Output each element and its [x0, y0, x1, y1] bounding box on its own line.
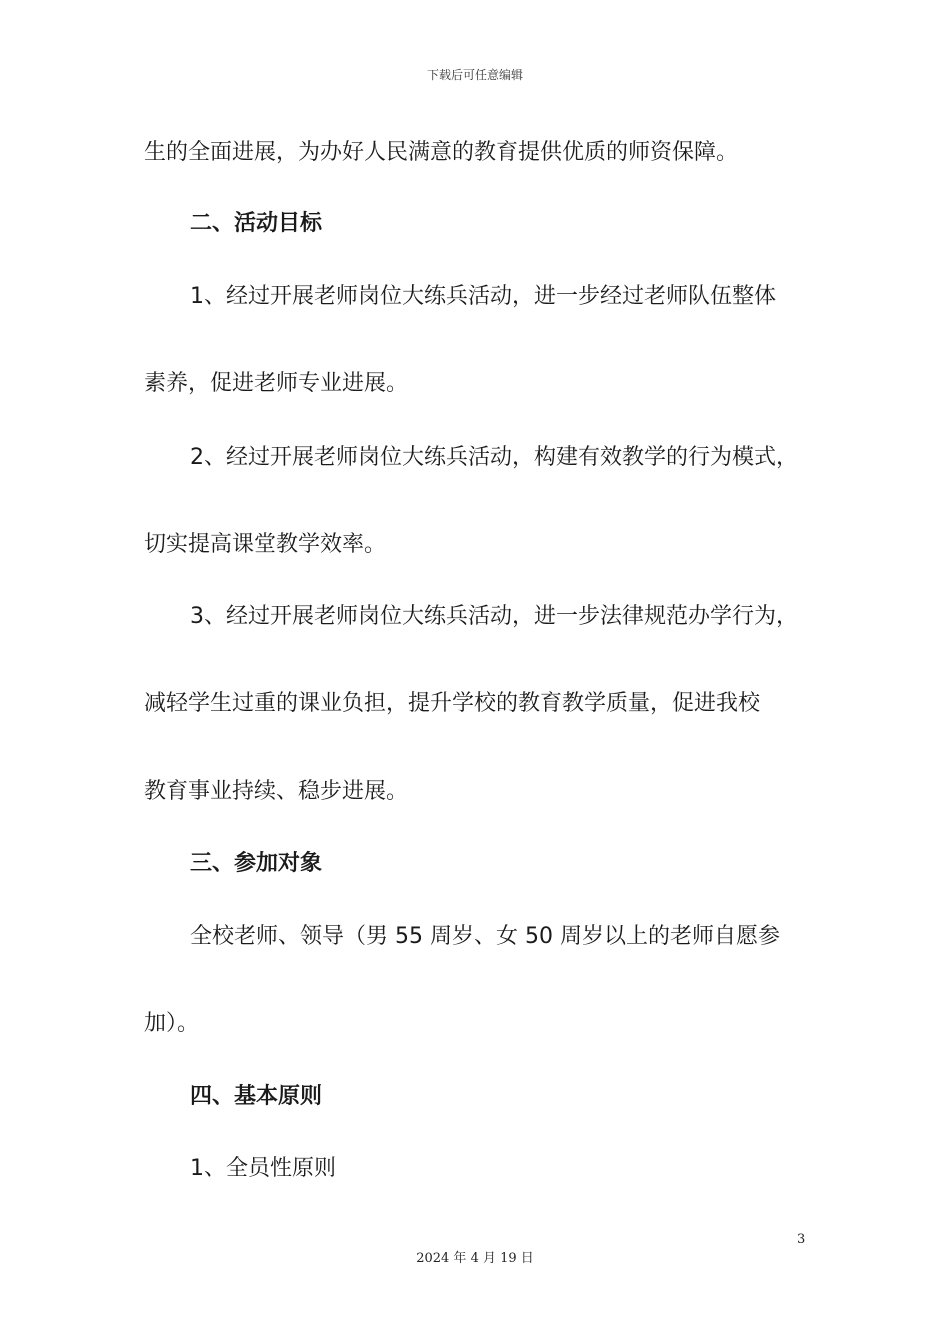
goal-3-line-3: 教育事业持续、稳步进展。 [144, 779, 409, 804]
page-number: 3 [797, 1232, 806, 1247]
body-line-continuation: 生的全面进展，为办好人民满意的教育提供优质的师资保障。 [144, 140, 739, 165]
goal-3-line-2: 减轻学生过重的课业负担，提升学校的教育教学质量，促进我校 [144, 691, 761, 716]
goal-2-line-1: 2、经过开展老师岗位大练兵活动，构建有效教学的行为模式， [190, 445, 798, 470]
goal-1-line-1: 1、经过开展老师岗位大练兵活动，进一步经过老师队伍整体 [190, 284, 776, 309]
section-heading-principles: 四、基本原则 [190, 1084, 323, 1109]
goal-1-line-2: 素养，促进老师专业进展。 [144, 371, 409, 396]
section-heading-goals: 二、活动目标 [190, 211, 323, 236]
goal-2-line-2: 切实提高课堂教学效率。 [144, 532, 387, 557]
participants-line-2: 加）。 [144, 1011, 200, 1036]
principle-1-line: 1、全员性原则 [190, 1156, 336, 1181]
participants-line-1: 全校老师、领导（男 55 周岁、女 50 周岁以上的老师自愿参 [190, 924, 780, 949]
section-heading-participants: 三、参加对象 [190, 851, 323, 876]
goal-3-line-1: 3、经过开展老师岗位大练兵活动，进一步法律规范办学行为， [190, 604, 798, 629]
footer-date: 2024 年 4 月 19 日 [416, 1251, 534, 1266]
header-note: 下载后可任意编辑 [426, 68, 523, 82]
